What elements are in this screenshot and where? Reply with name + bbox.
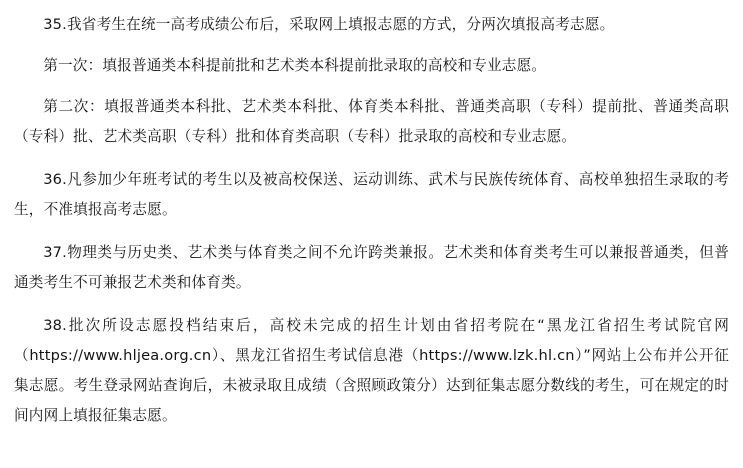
- paragraph-item-35: 35.我省考生在统一高考成绩公布后，采取网上填报志愿的方式，分两次填报高考志愿。: [43, 16, 615, 33]
- paragraph-item-37: 37.物理类与历史类、艺术类与体育类之间不允许跨类兼报。艺术类和体育类考生可以兼报普通类，但普通类考生不可兼报艺术类和体育类。: [14, 244, 729, 291]
- paragraph-first-batch: 第一次：填报普通类本科提前批和艺术类本科提前批录取的高校和专业志愿。: [43, 57, 547, 74]
- paragraph-second-batch: 第二次：填报普通类本科批、艺术类本科批、体育类本科批、普通类高职（专科）提前批、普通类高职（专科）批、艺术类高职（专科）批和体育类高职（专科）批录取的高校和专业志愿。: [14, 98, 729, 145]
- paragraph-item-36: 36.凡参加少年班考试的考生以及被高校保送、运动训练、武术与民族传统体育、高校单独招生录取的考生，不准填报高考志愿。: [14, 171, 729, 218]
- paragraph-item-38: 38.批次所设志愿投档结束后，高校未完成的招生计划由省招考院在“黑龙江省招生考试院官网（https://www.hljea.org.cn）、黑龙江省招生考试信息港（https://www.lzk.hl.cn）”网站上公布并公开征集志愿。考生登录网站查询后，未被录取且成绩（含照顾政策分）达到征集志愿分数线的考生，可在规定的时间内网上填报征集志愿。: [14, 317, 729, 424]
